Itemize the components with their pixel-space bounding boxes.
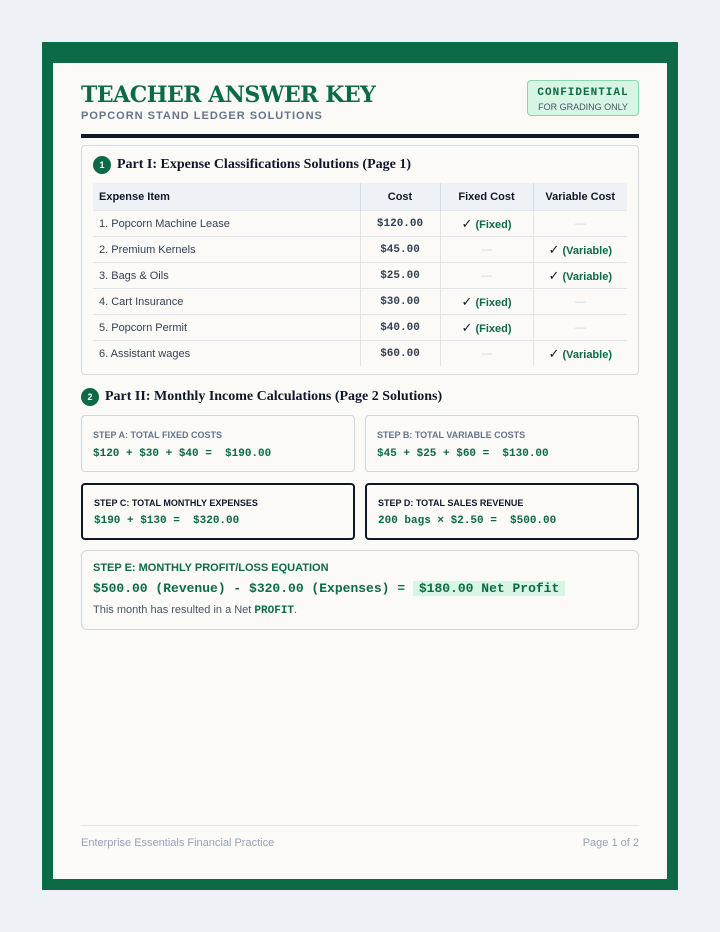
- table-row: [93, 341, 627, 367]
- part1-heading: [93, 156, 411, 174]
- result-note-suffix: .: [294, 604, 298, 616]
- variable-cost-dash: [533, 315, 627, 341]
- step-a-formula: $120 + $30 + $40 = $190.00: [93, 448, 272, 460]
- page-subtitle: POPCORN STAND LEDGER SOLUTIONS: [81, 110, 323, 122]
- part1-title: Part I: Expense Classifications Solutions (Page 1): [117, 157, 411, 172]
- fixed-cost-dash: [440, 237, 533, 263]
- table-row: [93, 263, 627, 289]
- variable-cost-mark: [533, 237, 627, 263]
- expense-item-name: 4. Cart Insurance: [93, 289, 360, 315]
- column-header-expense-item: Expense Item: [93, 183, 360, 211]
- checkmark-icon: ✓: [461, 319, 473, 335]
- expense-item-name: 2. Premium Kernels: [93, 237, 360, 263]
- checkmark-icon: ✓: [548, 241, 560, 257]
- page-header: [81, 63, 639, 138]
- profit-equation: [93, 581, 565, 596]
- expense-item-name: 5. Popcorn Permit: [93, 315, 360, 341]
- checkmark-icon: ✓: [548, 345, 560, 361]
- fixed-label: (Fixed): [475, 296, 512, 309]
- fixed-cost-dash: [440, 341, 533, 367]
- table-row: [93, 211, 627, 237]
- variable-cost-mark: [533, 341, 627, 367]
- expense-table-body: [93, 211, 627, 367]
- result-note-word: PROFIT: [254, 605, 295, 617]
- empty-dash: —: [574, 295, 586, 308]
- worksheet-page: [53, 63, 667, 879]
- fixed-label: (Fixed): [475, 218, 512, 231]
- step-b-card: [365, 415, 639, 472]
- step-d-label: STEP D: TOTAL SALES REVENUE: [378, 498, 524, 508]
- page-footer: [81, 825, 639, 849]
- empty-dash: —: [574, 321, 586, 334]
- checkmark-icon: ✓: [461, 293, 473, 309]
- variable-cost-dash: [533, 211, 627, 237]
- grading-only-label: FOR GRADING ONLY: [538, 102, 628, 112]
- variable-label: (Variable): [562, 348, 612, 361]
- part2-heading: [81, 388, 442, 406]
- page-frame: [42, 42, 678, 890]
- table-header-row: [93, 183, 627, 211]
- table-row: [93, 289, 627, 315]
- expense-cost: $25.00: [360, 263, 440, 289]
- fixed-cost-mark: [440, 211, 533, 237]
- footer-page-number: Page 1 of 2: [582, 837, 639, 849]
- step-d-card: [365, 483, 639, 540]
- confidential-badge: [527, 80, 639, 116]
- fixed-cost-dash: [440, 263, 533, 289]
- expense-cost: $40.00: [360, 315, 440, 341]
- result-note: [93, 604, 297, 617]
- page-title: TEACHER ANSWER KEY: [81, 82, 376, 108]
- step-b-formula: $45 + $25 + $60 = $130.00: [377, 448, 549, 460]
- expense-cost: $45.00: [360, 237, 440, 263]
- part2-title: Part II: Monthly Income Calculations (Page 2 Solutions): [105, 389, 443, 404]
- empty-dash: —: [481, 269, 492, 282]
- checkmark-icon: ✓: [548, 267, 560, 283]
- variable-cost-dash: [533, 289, 627, 315]
- part2-number-badge: 2: [81, 388, 99, 406]
- profit-equation-text: $500.00 (Revenue) - $320.00 (Expenses) =: [93, 581, 413, 596]
- column-header-fixed-cost: Fixed Cost: [440, 183, 533, 211]
- variable-label: (Variable): [562, 244, 612, 257]
- result-note-prefix: This month has resulted in a Net: [93, 604, 255, 616]
- expense-item-name: 1. Popcorn Machine Lease: [93, 211, 360, 237]
- footer-course-name: Enterprise Essentials Financial Practice: [81, 837, 275, 849]
- expense-item-name: 3. Bags & Oils: [93, 263, 360, 289]
- empty-dash: —: [481, 243, 492, 256]
- step-c-formula: $190 + $130 = $320.00: [94, 515, 240, 527]
- column-header-variable-cost: Variable Cost: [533, 183, 627, 211]
- checkmark-icon: ✓: [461, 215, 473, 231]
- step-a-label: STEP A: TOTAL FIXED COSTS: [93, 430, 223, 440]
- table-row: [93, 237, 627, 263]
- part1-section: [81, 145, 639, 375]
- expense-item-name: 6. Assistant wages: [93, 341, 360, 367]
- expense-cost: $60.00: [360, 341, 440, 367]
- expense-table: [93, 183, 627, 366]
- step-e-card: [81, 550, 639, 630]
- step-d-formula: 200 bags × $2.50 = $500.00: [378, 515, 557, 527]
- table-row: [93, 315, 627, 341]
- step-c-card: [81, 483, 355, 540]
- fixed-label: (Fixed): [475, 322, 512, 335]
- empty-dash: —: [481, 347, 492, 360]
- column-header-cost: Cost: [360, 183, 440, 211]
- fixed-cost-mark: [440, 315, 533, 341]
- fixed-cost-mark: [440, 289, 533, 315]
- variable-label: (Variable): [562, 270, 612, 283]
- step-b-label: STEP B: TOTAL VARIABLE COSTS: [377, 430, 526, 440]
- net-profit-result: $180.00 Net Profit: [413, 581, 565, 596]
- step-a-card: [81, 415, 355, 472]
- variable-cost-mark: [533, 263, 627, 289]
- empty-dash: —: [574, 217, 586, 230]
- confidential-label: CONFIDENTIAL: [537, 87, 629, 99]
- step-e-label: STEP E: MONTHLY PROFIT/LOSS EQUATION: [93, 562, 329, 574]
- step-c-label: STEP C: TOTAL MONTHLY EXPENSES: [94, 498, 258, 508]
- expense-cost: $30.00: [360, 289, 440, 315]
- expense-cost: $120.00: [360, 211, 440, 237]
- part1-number-badge: 1: [93, 156, 111, 174]
